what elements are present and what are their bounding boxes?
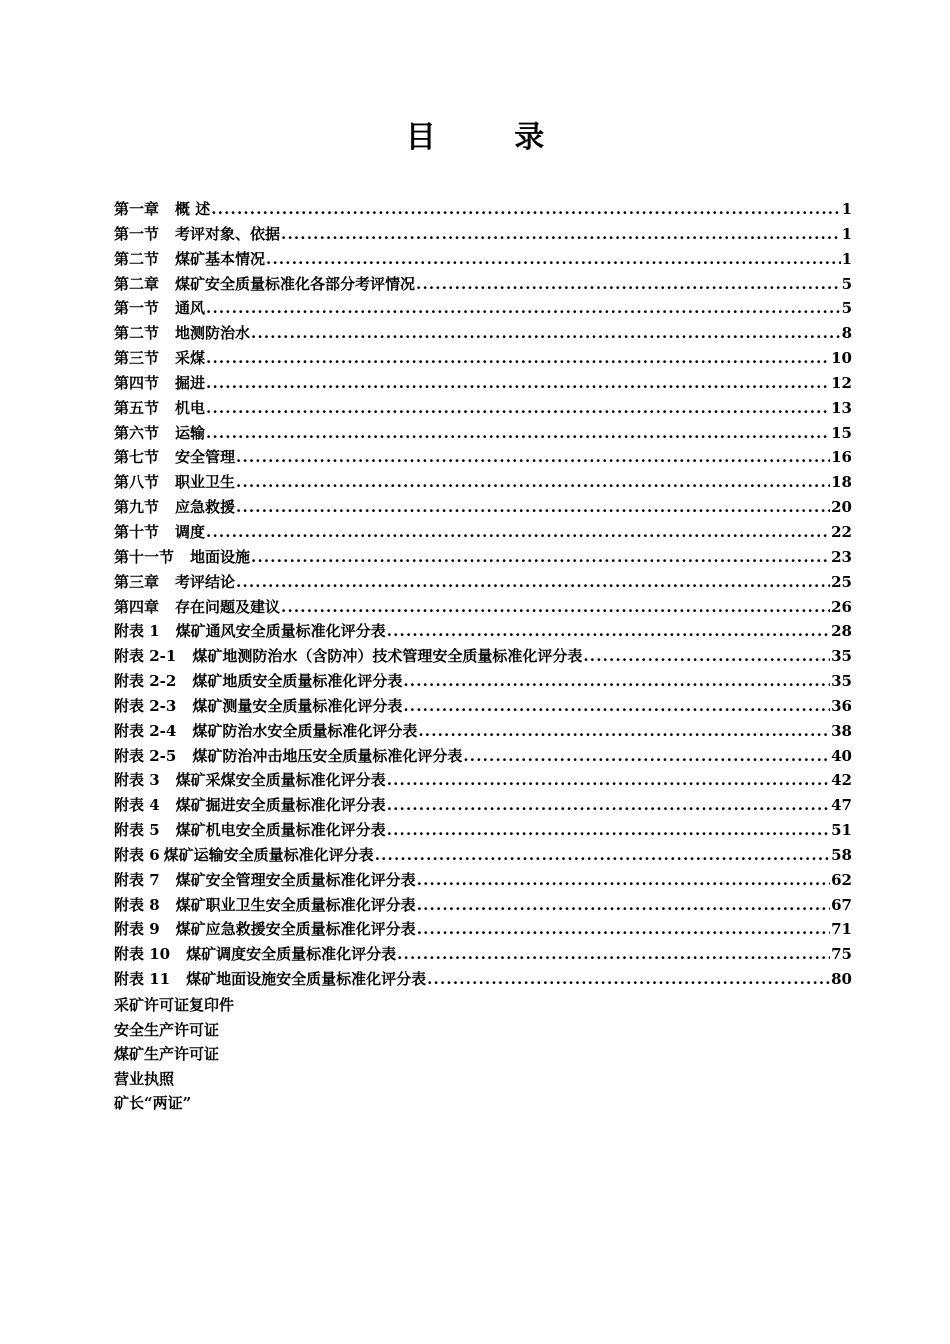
toc-entry-label: 第七节 (114, 448, 160, 467)
toc-entry-title: 煤矿运输安全质量标准化评分表 (163, 845, 374, 864)
toc-page-number: 15 (831, 423, 852, 442)
toc-entry[interactable] (114, 644, 852, 669)
toc-leader-dots (236, 495, 830, 520)
toc-entry[interactable] (114, 942, 852, 967)
toc-entry[interactable] (114, 619, 852, 644)
toc-page-number: 38 (831, 721, 852, 740)
toc-leader-dots (236, 470, 830, 495)
toc-entry-title: 煤矿地面设施安全质量标准化评分表 (186, 970, 427, 989)
toc-entry[interactable] (114, 818, 852, 843)
toc-leader-dots (206, 296, 841, 321)
toc-page-number: 1 (841, 200, 852, 218)
toc-entry-title: 煤矿机电安全质量标准化评分表 (175, 821, 386, 840)
toc-entry-title: 煤矿地质安全质量标准化评分表 (192, 672, 403, 691)
toc-entry[interactable] (114, 222, 852, 247)
toc-page-number: 10 (831, 349, 852, 368)
toc-entry-label: 第四章 (114, 597, 160, 616)
toc-entry-label: 第二章 (114, 274, 160, 293)
toc-entry-title: 煤矿基本情况 (175, 249, 266, 268)
toc-entry-label: 附表 2-3 (114, 696, 177, 715)
toc-entry-label: 第九节 (114, 498, 160, 517)
toc-page-number: 35 (831, 672, 852, 691)
toc-entry-title: 职业卫生 (175, 473, 236, 492)
toc-entry-title: 考评结论 (175, 572, 236, 591)
toc-leader-dots (251, 545, 830, 570)
attachment-item: 煤矿生产许可证 (114, 1045, 220, 1064)
toc-entry-label: 第十节 (114, 522, 160, 541)
toc-leader-dots (206, 346, 830, 371)
toc-entry[interactable] (114, 470, 852, 495)
toc-entry-label: 附表 4 (114, 796, 160, 815)
toc-leader-dots (387, 793, 830, 818)
toc-entry-title: 通风 (175, 299, 206, 318)
toc-entry-title: 煤矿调度安全质量标准化评分表 (186, 945, 397, 964)
toc-entry[interactable] (114, 346, 852, 371)
table-of-contents (114, 197, 852, 992)
toc-entry-label: 第一章 (114, 200, 160, 218)
toc-entry[interactable] (114, 545, 852, 570)
toc-leader-dots (403, 694, 830, 719)
attachment-item: 营业执照 (114, 1069, 175, 1088)
toc-entry[interactable] (114, 744, 852, 769)
toc-leader-dots (236, 570, 830, 595)
toc-page-number: 5 (841, 299, 852, 318)
toc-leader-dots (418, 719, 830, 744)
toc-entry[interactable] (114, 520, 852, 545)
toc-entry-label: 附表 2-5 (114, 746, 177, 765)
toc-page-number: 35 (831, 647, 852, 666)
toc-leader-dots (416, 272, 841, 297)
toc-entry-title: 概 述 (175, 200, 211, 218)
toc-entry-label: 第四节 (114, 373, 160, 392)
toc-entry-title: 煤矿测量安全质量标准化评分表 (192, 696, 403, 715)
toc-entry-title: 地测防治水 (175, 324, 251, 343)
toc-entry-label: 附表 11 (114, 970, 171, 989)
toc-entry[interactable] (114, 321, 852, 346)
toc-entry[interactable] (114, 967, 852, 992)
toc-entry-title: 应急救援 (175, 498, 236, 517)
toc-leader-dots (387, 818, 830, 843)
toc-leader-dots (266, 247, 841, 272)
toc-entry-title: 煤矿安全质量标准化各部分考评情况 (175, 274, 416, 293)
toc-entry[interactable] (114, 843, 852, 868)
toc-entry[interactable] (114, 421, 852, 446)
toc-entry[interactable] (114, 917, 852, 942)
toc-entry-title: 煤矿掘进安全质量标准化评分表 (175, 796, 386, 815)
toc-leader-dots (206, 396, 830, 421)
toc-page-number: 13 (831, 398, 852, 417)
toc-entry-title: 存在问题及建议 (175, 597, 281, 616)
attachment-item: 采矿许可证复印件 (114, 996, 235, 1014)
toc-leader-dots (397, 942, 830, 967)
toc-entry[interactable] (114, 495, 852, 520)
toc-entry[interactable] (114, 669, 852, 694)
toc-leader-dots (417, 893, 830, 918)
toc-entry-label: 附表 2-2 (114, 672, 177, 691)
toc-entry-label: 附表 1 (114, 622, 160, 641)
toc-leader-dots (387, 619, 830, 644)
toc-page-number: 28 (831, 622, 852, 641)
toc-entry[interactable] (114, 247, 852, 272)
toc-leader-dots (251, 321, 841, 346)
toc-entry-label: 附表 2-1 (114, 647, 177, 666)
toc-leader-dots (463, 744, 830, 769)
toc-page-number: 47 (831, 796, 852, 815)
toc-entry-title: 安全管理 (175, 448, 236, 467)
toc-entry-label: 第三章 (114, 572, 160, 591)
toc-entry-title: 运输 (175, 423, 206, 442)
toc-leader-dots (281, 595, 830, 620)
toc-page-number: 58 (831, 845, 852, 864)
toc-entry[interactable] (114, 768, 852, 793)
toc-page-number: 25 (831, 572, 852, 591)
toc-page-number: 22 (831, 522, 852, 541)
toc-entry[interactable] (114, 296, 852, 321)
page-title: 目 录 (405, 120, 579, 155)
toc-leader-dots (281, 222, 841, 247)
toc-entry-label: 第八节 (114, 473, 160, 492)
toc-page-number: 36 (831, 696, 852, 715)
toc-entry-title: 采煤 (175, 349, 206, 368)
toc-leader-dots (206, 421, 830, 446)
toc-entry[interactable] (114, 793, 852, 818)
toc-entry[interactable] (114, 197, 852, 222)
toc-entry-label: 第十一节 (114, 547, 175, 566)
toc-leader-dots (375, 843, 830, 868)
toc-leader-dots (236, 445, 830, 470)
toc-entry-label: 附表 5 (114, 821, 160, 840)
toc-page-number: 23 (831, 547, 852, 566)
toc-leader-dots (403, 669, 830, 694)
toc-page-number: 42 (831, 771, 852, 790)
toc-entry-label: 第六节 (114, 423, 160, 442)
toc-leader-dots (583, 644, 830, 669)
toc-entry-title: 煤矿采煤安全质量标准化评分表 (175, 771, 386, 790)
toc-entry-title: 煤矿安全管理安全质量标准化评分表 (175, 870, 416, 889)
toc-page-number: 12 (831, 373, 852, 392)
toc-page-number: 51 (831, 821, 852, 840)
toc-page-number: 16 (831, 448, 852, 467)
toc-entry[interactable] (114, 893, 852, 918)
toc-entry[interactable] (114, 868, 852, 893)
toc-entry-title: 机电 (175, 398, 206, 417)
toc-entry-title: 煤矿防治冲击地压安全质量标准化评分表 (192, 746, 463, 765)
toc-entry[interactable] (114, 719, 852, 744)
toc-entry-label: 第五节 (114, 398, 160, 417)
toc-entry-title: 地面设施 (190, 547, 251, 566)
toc-entry-label: 附表 7 (114, 870, 160, 889)
toc-entry-label: 第二节 (114, 249, 160, 268)
toc-entry[interactable] (114, 570, 852, 595)
toc-entry[interactable] (114, 371, 852, 396)
toc-entry-title: 煤矿应急救援安全质量标准化评分表 (175, 920, 416, 939)
toc-page-number: 1 (841, 249, 852, 268)
toc-entry-label: 第三节 (114, 349, 160, 368)
toc-entry-label: 附表 9 (114, 920, 160, 939)
toc-leader-dots (417, 917, 830, 942)
toc-page-number: 71 (831, 920, 852, 939)
toc-leader-dots (206, 520, 830, 545)
toc-entry-label: 附表 8 (114, 895, 160, 914)
toc-entry-title: 考评对象、依据 (175, 224, 281, 243)
toc-entry-label: 附表 3 (114, 771, 160, 790)
toc-entry-label: 附表 6 (114, 845, 160, 864)
attachment-item: 安全生产许可证 (114, 1020, 220, 1039)
toc-entry-title: 掘进 (175, 373, 206, 392)
toc-entry-label: 附表 2-4 (114, 721, 177, 740)
toc-entry-title: 煤矿防治水安全质量标准化评分表 (192, 721, 418, 740)
toc-page-number: 8 (841, 324, 852, 343)
toc-entry-label: 第一节 (114, 299, 160, 318)
toc-entry[interactable] (114, 272, 852, 297)
toc-entry-title: 煤矿地测防治水（含防冲）技术管理安全质量标准化评分表 (192, 647, 583, 666)
toc-page-number: 1 (841, 224, 852, 243)
toc-entry[interactable] (114, 445, 852, 470)
toc-entry[interactable] (114, 595, 852, 620)
toc-page-number: 62 (831, 870, 852, 889)
toc-entry-label: 第二节 (114, 324, 160, 343)
toc-page-number: 80 (831, 970, 852, 989)
toc-page-number: 26 (831, 597, 852, 616)
toc-page-number: 40 (831, 746, 852, 765)
toc-entry[interactable] (114, 694, 852, 719)
toc-entry-label: 第一节 (114, 224, 160, 243)
toc-entry-title: 煤矿通风安全质量标准化评分表 (175, 622, 386, 641)
toc-leader-dots (417, 868, 830, 893)
toc-entry[interactable] (114, 396, 852, 421)
toc-leader-dots (387, 768, 830, 793)
toc-leader-dots (211, 197, 840, 222)
toc-leader-dots (427, 967, 830, 992)
attachment-item: 矿长“两证” (114, 1094, 192, 1113)
toc-page-number: 75 (831, 945, 852, 964)
toc-entry-title: 煤矿职业卫生安全质量标准化评分表 (175, 895, 416, 914)
toc-leader-dots (206, 371, 830, 396)
toc-page-number: 67 (831, 895, 852, 914)
attachment-list (114, 993, 234, 1116)
toc-entry-title: 调度 (175, 522, 206, 541)
toc-page-number: 18 (831, 473, 852, 492)
toc-page-number: 5 (841, 274, 852, 293)
toc-entry-label: 附表 10 (114, 945, 171, 964)
toc-page-number: 20 (831, 498, 852, 517)
